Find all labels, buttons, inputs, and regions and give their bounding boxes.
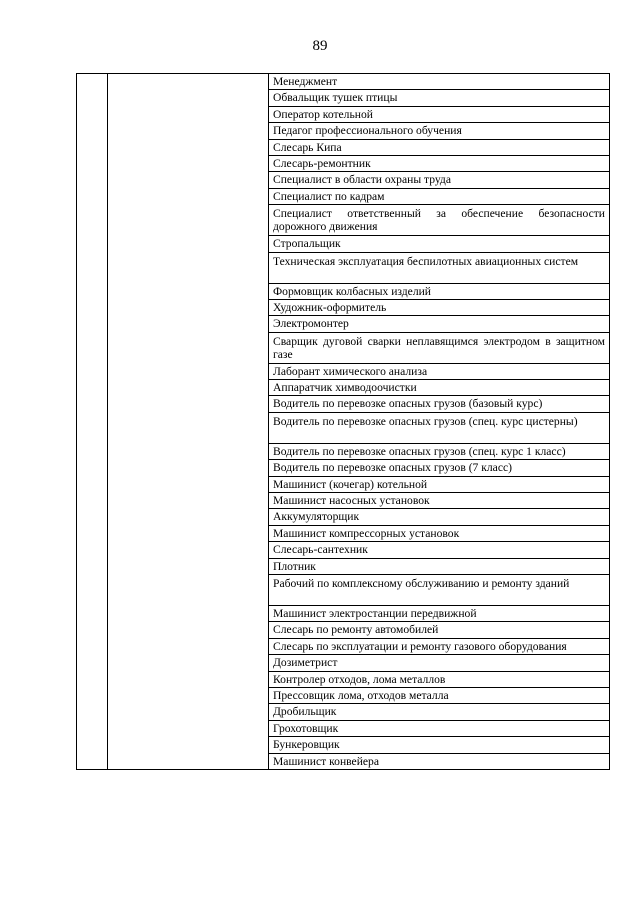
program-name-cell: Специалист в области охраны труда: [269, 172, 610, 188]
program-name-cell: Лаборант химического анализа: [269, 363, 610, 379]
program-name-cell: Водитель по перевозке опасных грузов (7 класс): [269, 460, 610, 476]
program-name-cell: Водитель по перевозке опасных грузов (базовый курс): [269, 396, 610, 412]
program-name-cell: Техническая эксплуатация беспилотных авиационных систем: [269, 252, 610, 283]
page-number: 89: [312, 38, 328, 54]
program-name-cell: Машинист конвейера: [269, 753, 610, 769]
program-name-cell: Формовщик колбасных изделий: [269, 283, 610, 299]
course-table: [76, 73, 610, 770]
program-name-cell: Машинист электростанции передвижной: [269, 605, 610, 621]
program-name-cell: Рабочий по комплексному обслуживанию и ремонту зданий: [269, 574, 610, 605]
program-name-cell: Оператор котельной: [269, 106, 610, 122]
program-name-cell: Слесарь по ремонту автомобилей: [269, 622, 610, 638]
program-name-cell: Слесарь Кипа: [269, 139, 610, 155]
program-name-cell: Педагог профессионального обучения: [269, 123, 610, 139]
program-name-cell: Бункеровщик: [269, 737, 610, 753]
program-name-cell: Контролер отходов, лома металлов: [269, 671, 610, 687]
program-name-cell: Машинист (кочегар) котельной: [269, 476, 610, 492]
program-name-cell: Сварщик дуговой сварки неплавящимся электродом в защитном газе: [269, 332, 610, 363]
category-cell: [108, 74, 269, 770]
program-name-cell: Машинист насосных установок: [269, 493, 610, 509]
table-body: [77, 74, 610, 770]
program-name-cell: Обвальщик тушек птицы: [269, 90, 610, 106]
program-name-cell: Аппаратчик химводоочистки: [269, 380, 610, 396]
program-name-cell: Водитель по перевозке опасных грузов (спец. курс цистерны): [269, 412, 610, 443]
program-name-cell: Машинист компрессорных установок: [269, 525, 610, 541]
program-name-cell: Специалист ответственный за обеспечение безопасности дорожного движения: [269, 205, 610, 236]
program-name-cell: Прессовщик лома, отходов металла: [269, 687, 610, 703]
table-row: [77, 74, 610, 90]
program-name-cell: Аккумуляторщик: [269, 509, 610, 525]
program-name-cell: Художник-оформитель: [269, 299, 610, 315]
program-name-cell: Слесарь-ремонтник: [269, 155, 610, 171]
program-name-cell: Электромонтер: [269, 316, 610, 332]
program-name-cell: Плотник: [269, 558, 610, 574]
program-name-cell: Специалист по кадрам: [269, 188, 610, 204]
program-name-cell: Слесарь по эксплуатации и ремонту газового оборудования: [269, 638, 610, 654]
program-name-cell: Дробильщик: [269, 704, 610, 720]
index-cell: [77, 74, 108, 770]
program-name-cell: Менеджмент: [269, 74, 610, 90]
program-name-cell: Грохотовщик: [269, 720, 610, 736]
program-name-cell: Дозиметрист: [269, 655, 610, 671]
program-name-cell: Слесарь-сантехник: [269, 542, 610, 558]
program-name-cell: Водитель по перевозке опасных грузов (спец. курс 1 класс): [269, 443, 610, 459]
program-name-cell: Стропальщик: [269, 236, 610, 252]
